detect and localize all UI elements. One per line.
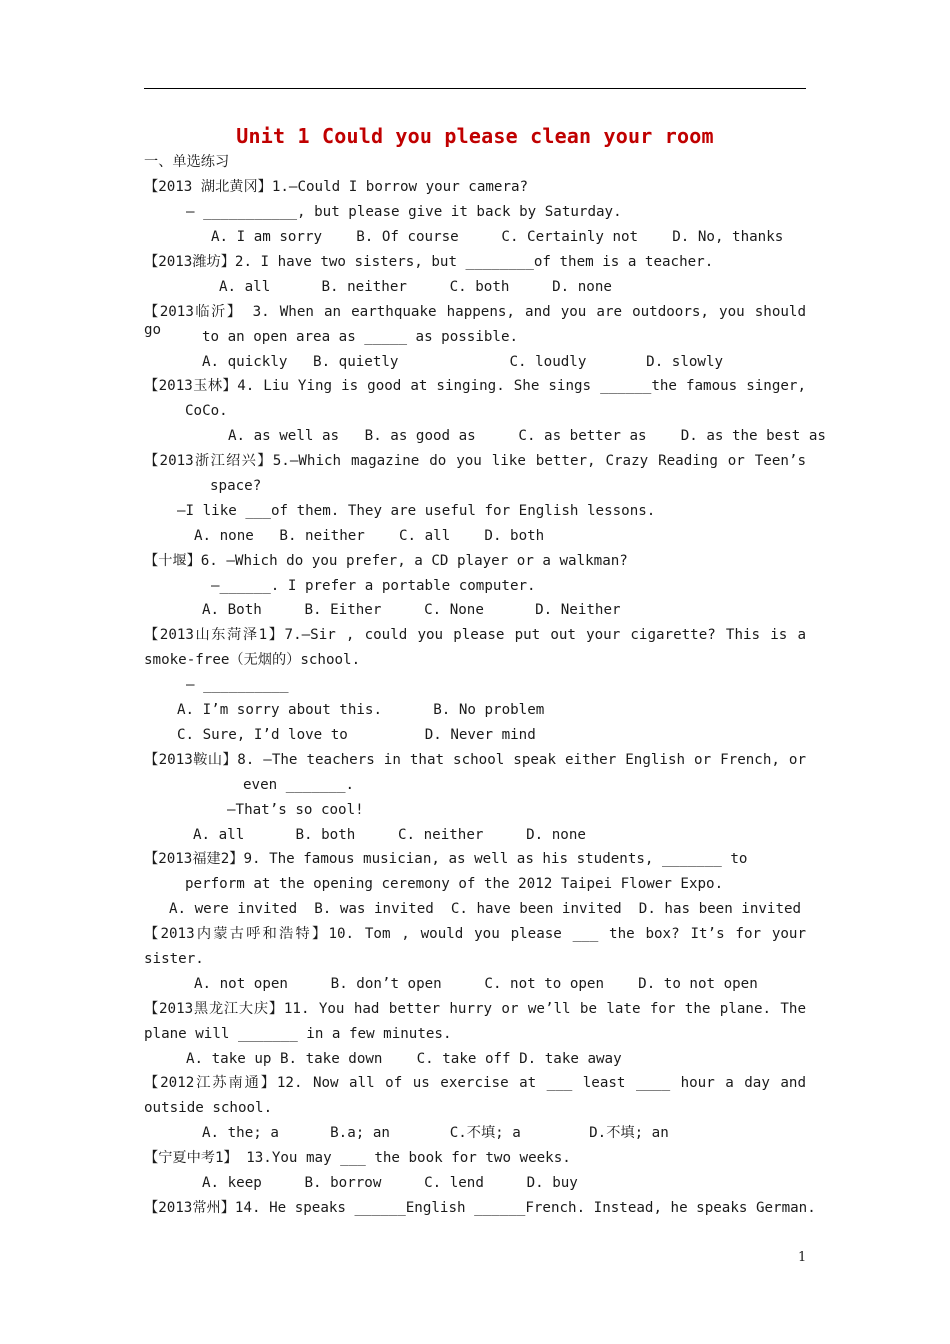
- question-11: 【2013黑龙江大庆】11. You had better hurry or we’ll be late for the plane. The: [144, 1001, 806, 1017]
- question-10-continued: sister.: [144, 951, 204, 967]
- question-3-continued: to an open area as _____ as possible.: [202, 329, 519, 345]
- question-8-options: A. all B. both C. neither D. none: [193, 827, 586, 843]
- question-12-continued: outside school.: [144, 1100, 273, 1116]
- question-8-continued: even _______.: [243, 777, 355, 793]
- question-4-continued: CoCo.: [185, 403, 228, 419]
- question-5-continued: space?: [210, 478, 262, 494]
- question-7: 【2013山东菏泽1】7.—Sir , could you please put out your cigarette? This is a: [144, 627, 806, 643]
- question-11-continued: plane will _______ in a few minutes.: [144, 1026, 452, 1042]
- question-5-options: A. none B. neither C. all D. both: [194, 528, 545, 544]
- question-3-options: A. quickly B. quietly C. loudly D. slowly: [202, 354, 724, 370]
- question-7-response: — __________: [186, 677, 289, 693]
- question-6-options: A. Both B. Either C. None D. Neither: [202, 602, 621, 618]
- question-12-options: A. the; a B.a; an C.不填; a D.不填; an: [202, 1125, 669, 1141]
- question-11-options: A. take up B. take down C. take off D. take away: [186, 1051, 622, 1067]
- question-2-options: A. all B. neither C. both D. none: [219, 279, 612, 295]
- page-title: Unit 1 Could you please clean your room: [236, 124, 714, 148]
- question-4: 【2013玉林】4. Liu Ying is good at singing. She sings ______the famous singer,: [144, 378, 806, 394]
- question-13: 【宁夏中考1】 13.You may ___ the book for two weeks.: [144, 1150, 571, 1166]
- question-10-options: A. not open B. don’t open C. not to open D. to not open: [194, 976, 758, 992]
- question-9-options: A. were invited B. was invited C. have been invited D. has been invited: [169, 901, 802, 917]
- question-6-response: —______. I prefer a portable computer.: [211, 578, 536, 594]
- page-number: 1: [798, 1250, 807, 1265]
- question-3: 【2013临沂】 3. When an earthquake happens, and you are outdoors, you should go: [144, 304, 806, 338]
- question-10: 【2013内蒙古呼和浩特】10. Tom , would you please ___ the box? It’s for your: [144, 926, 806, 942]
- question-6: 【十堰】6. —Which do you prefer, a CD player or a walkman?: [144, 553, 628, 569]
- question-14: 【2013常州】14. He speaks ______English ______French. Instead, he speaks German.: [144, 1200, 816, 1216]
- question-9: 【2013福建2】9. The famous musician, as well as his students, _______ to: [144, 851, 748, 867]
- question-7-continued: smoke-free（无烟的）school.: [144, 652, 361, 668]
- header-rule: [144, 88, 806, 89]
- question-8-response: —That’s so cool!: [227, 802, 364, 818]
- question-5: 【2013浙江绍兴】5.—Which magazine do you like better, Crazy Reading or Teen’s: [144, 453, 806, 469]
- question-1-response: — ___________, but please give it back by Saturday.: [186, 204, 622, 220]
- question-2: 【2013潍坊】2. I have two sisters, but ________of them is a teacher.: [144, 254, 714, 270]
- question-1: 【2013 湖北黄冈】1.—Could I borrow your camera?: [144, 179, 529, 195]
- question-1-options: A. I am sorry B. Of course C. Certainly not D. No, thanks: [211, 229, 784, 245]
- section-heading: 一、单选练习: [144, 154, 230, 170]
- question-7-options-ab: A. I’m sorry about this. B. No problem: [177, 702, 545, 718]
- question-9-continued: perform at the opening ceremony of the 2012 Taipei Flower Expo.: [185, 876, 724, 892]
- question-8: 【2013鞍山】8. —The teachers in that school speak either English or French, or: [144, 752, 806, 768]
- question-12: 【2012江苏南通】12. Now all of us exercise at ___ least ____ hour a day and: [144, 1075, 806, 1091]
- question-13-options: A. keep B. borrow C. lend D. buy: [202, 1175, 578, 1191]
- question-4-options: A. as well as B. as good as C. as better as D. as the best as: [228, 428, 826, 444]
- question-5-response: —I like ___of them. They are useful for English lessons.: [177, 503, 656, 519]
- question-7-options-cd: C. Sure, I’d love to D. Never mind: [177, 727, 536, 743]
